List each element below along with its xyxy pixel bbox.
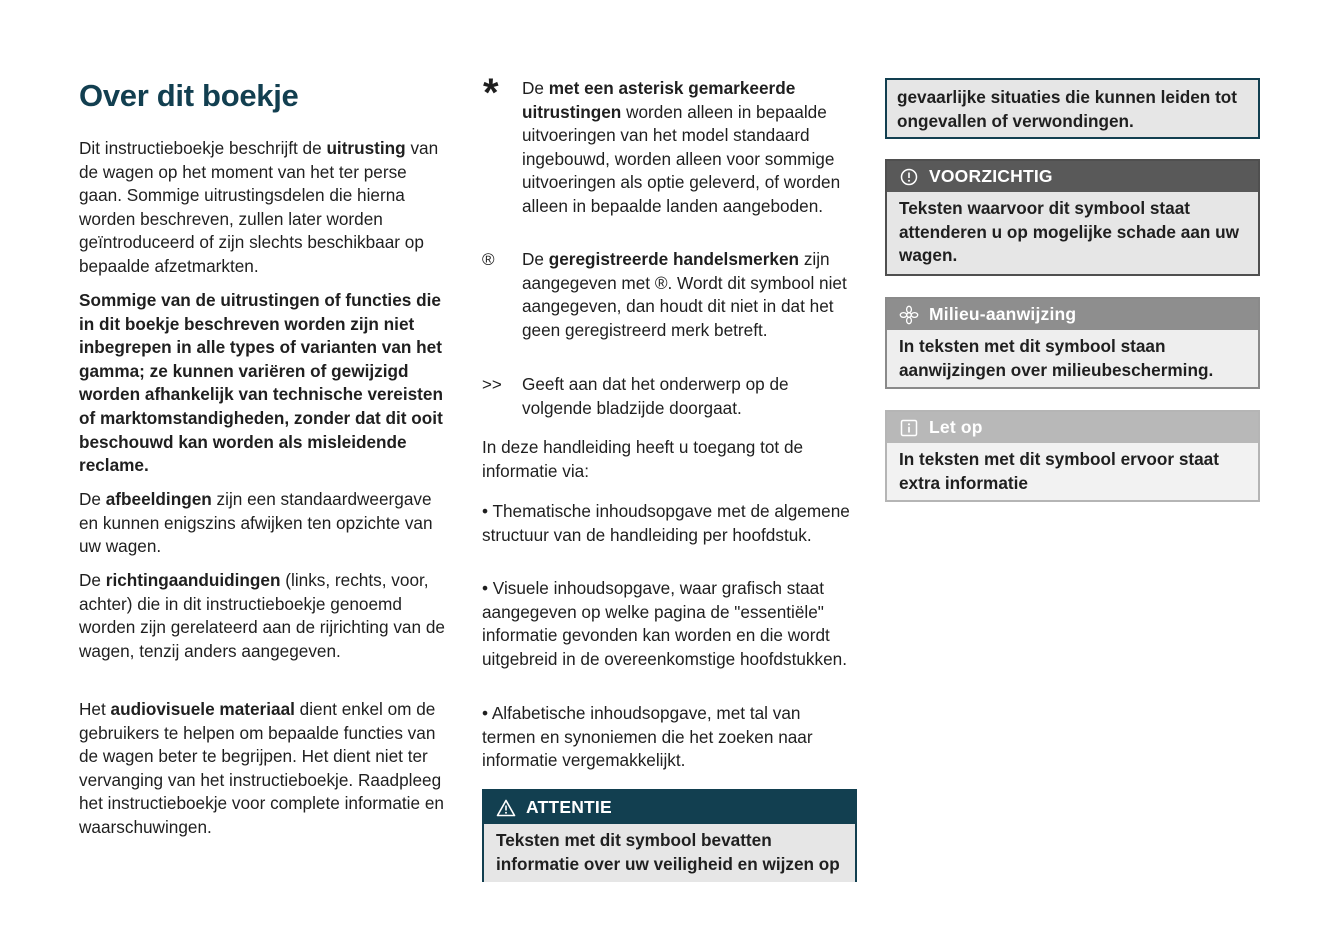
text: zijn een standaardweergave en kunnen enigszins afwijken ten opzichte van uw wagen.: [79, 489, 433, 557]
bold-term: met een asterisk gemarkeerde uitrustingen: [522, 78, 796, 122]
asterisk-description: [522, 77, 857, 219]
text: De: [79, 489, 106, 509]
bold-term: richtingaanduidingen: [105, 570, 281, 590]
bold-term: audiovisuele materiaal: [110, 699, 295, 719]
paragraph-disclaimer: Sommige van de uitrustingen of functies die in dit boekje beschreven worden zijn niet inbegrepen in alle types of varianten van het gamma; ze kunnen variëren of gewijzigd worden afhankelijk van technische vereisten of marktomstandigheden, zonder dat dit ooit beschouwd kan worden als misleidende reclame.: [79, 290, 443, 476]
symbol-registered-row: [482, 248, 857, 342]
flower-icon: [899, 305, 919, 325]
symbol-asterisk-row: [482, 71, 857, 219]
text: zijn aangegeven met ®. Wordt dit symbool niet aangegeven, dan houdt dit niet in dat het geen geregistreerd merk betreft.: [522, 249, 847, 340]
symbol-continue-row: [482, 373, 857, 420]
attentie-title: ATTENTIE: [526, 797, 612, 817]
warning-triangle-icon: [496, 799, 516, 817]
exclamation-circle-icon: [899, 168, 919, 186]
text: Dit instructieboekje beschrijft de: [79, 138, 327, 158]
attentie-continuation-box: [885, 78, 1260, 139]
text: De: [522, 249, 549, 269]
paragraph-uitrusting: [79, 137, 451, 279]
milieu-header: [887, 299, 1258, 330]
letop-header: [887, 412, 1258, 443]
registered-description: [522, 248, 857, 342]
paragraph-intro: In deze handleiding heeft u toegang tot de informatie via:: [482, 437, 804, 481]
text: van de wagen op het moment van het ter perse gaan. Sommige uitrustingsdelen die hierna worden beschreven, zullen later worden geïntroduceerd of zijn slechts beschikbaar op bepaalde afzetmarkten.: [79, 138, 439, 276]
text: worden alleen in bepaalde uitvoeringen van het model standaard ingebouwd, worden alleen voor sommige uitvoeringen als optie geleverd, of worden alleen in bepaalde landen aangeboden.: [522, 101, 841, 216]
milieu-body: In teksten met dit symbool staan aanwijzingen over milieubescherming.: [899, 336, 1214, 380]
list-item: • Thematische inhoudsopgave met de algemene structuur van de handleiding per hoofdstuk.: [482, 501, 850, 545]
list-item: • Visuele inhoudsopgave, waar grafisch staat aangegeven op welke pagina de "essentiële" informatie gevonden kan worden en die wordt uitgebreid in de overeenkomstige hoofdstukken.: [482, 578, 847, 669]
bold-term: uitrusting: [326, 138, 406, 158]
text: De: [79, 570, 106, 590]
letop-body: In teksten met dit symbool ervoor staat extra informatie: [899, 449, 1219, 493]
registered-trademark-icon: ®: [482, 250, 495, 269]
attentie-header: [484, 791, 855, 824]
letop-box: [885, 410, 1260, 502]
bold-term: afbeeldingen: [105, 489, 212, 509]
paragraph-richtingaanduidingen: [79, 569, 451, 663]
attentie-continuation-body: gevaarlijke situaties die kunnen leiden tot ongevallen of verwondingen.: [897, 87, 1238, 131]
text: Het: [79, 699, 111, 719]
info-icon: [899, 419, 919, 437]
bold-term: geregistreerde handelsmerken: [548, 249, 800, 269]
asterisk-icon: *: [483, 71, 499, 115]
paragraph-audiovisueel: [79, 698, 451, 840]
voorzichtig-box: [885, 159, 1260, 276]
voorzichtig-body: Teksten waarvoor dit symbool staat attenderen u op mogelijke schade aan uw wagen.: [899, 198, 1240, 266]
text: De: [522, 78, 549, 98]
continue-description: Geeft aan dat het onderwerp op de volgende bladzijde doorgaat.: [522, 374, 789, 418]
double-chevron-right-icon: >>: [482, 375, 502, 394]
text: (links, rechts, voor, achter) die in dit instructieboekje genoemd worden zijn gerelateerd aan de rijrichting van de wagen, tenzij anders aangegeven.: [79, 570, 445, 661]
milieu-title: Milieu-aanwijzing: [929, 304, 1077, 324]
attentie-body: Teksten met dit symbool bevatten informatie over uw veiligheid en wijzen op: [484, 824, 855, 882]
paragraph-afbeeldingen: [79, 488, 451, 559]
list-item: • Alfabetische inhoudsopgave, met tal van termen en synoniemen die het zoeken naar informatie vergemakkelijkt.: [482, 703, 813, 771]
milieu-box: [885, 297, 1260, 389]
text: dient enkel om de gebruikers te helpen om bepaalde functies van de wagen beter te begrijpen. Het dient niet ter vervanging van het instructieboekje. Raadpleeg het instructieboekje voor complete informatie en waarschuwingen.: [79, 699, 444, 837]
letop-title: Let op: [929, 417, 983, 437]
voorzichtig-header: [887, 161, 1258, 192]
voorzichtig-title: VOORZICHTIG: [929, 166, 1053, 186]
page-title: Over dit boekje: [79, 78, 299, 113]
attentie-box: [482, 789, 857, 882]
